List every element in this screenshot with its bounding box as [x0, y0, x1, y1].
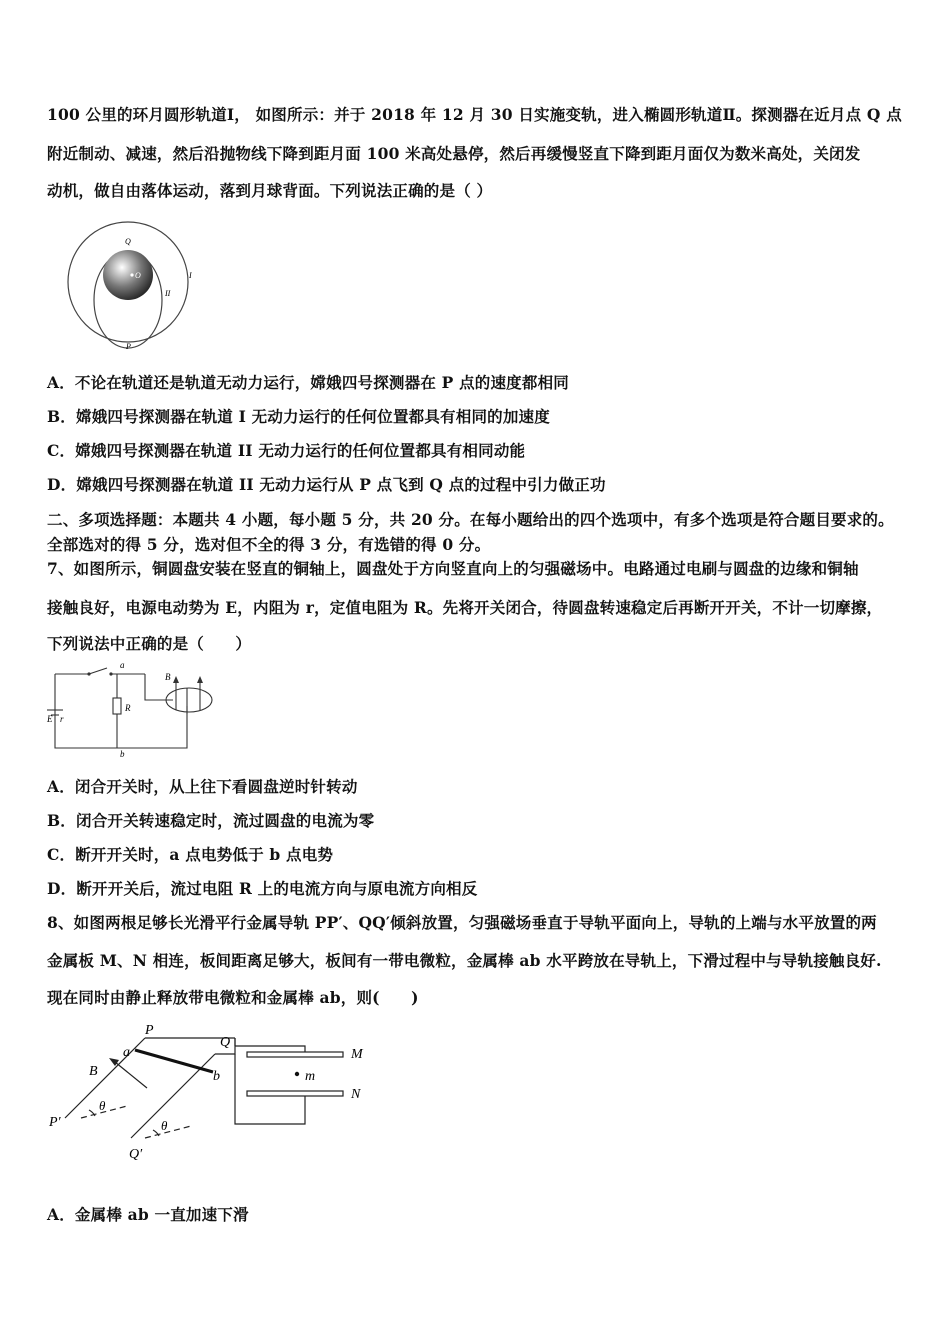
label-m: m [305, 1069, 316, 1084]
moon [103, 250, 153, 300]
label-b: b [120, 749, 125, 759]
label-B: B [89, 1064, 98, 1079]
label-o: O [135, 271, 141, 280]
section2-line-2: 全部选对的得 5 分，选对但不全的得 3 分，有选错的得 0 分。 [47, 535, 491, 554]
label-a: a [123, 1045, 130, 1060]
q8-stem-line-3: 现在同时由静止释放带电微粒和金属棒 ab，则( ) [47, 988, 419, 1007]
q7-option-d: D．断开开关后，流过电阻 R 上的电流方向与原电流方向相反 [47, 879, 478, 898]
q6-orbit-figure [62, 218, 202, 352]
label-B: B [165, 672, 171, 682]
label-Q-prime: Q′ [129, 1147, 143, 1162]
q6-option-a: A．不论在轨道还是轨道无动力运行，嫦娥四号探测器在 P 点的速度都相同 [47, 373, 569, 392]
label-theta-1: θ [99, 1098, 106, 1113]
label-Q: Q [220, 1035, 231, 1050]
q8-rails-figure [45, 1018, 385, 1166]
label-P-prime: P′ [49, 1115, 61, 1130]
label-theta-2: θ [161, 1118, 168, 1133]
section2-line-1: 二、多项选择题：本题共 4 小题，每小题 5 分，共 20 分。在每小题给出的四个选项中，有多个选项是符合题目要求的。 [47, 510, 894, 529]
q6-option-b: B．嫦娥四号探测器在轨道 I 无动力运行的任何位置都具有相同的加速度 [47, 407, 550, 426]
label-P: P [145, 1023, 154, 1038]
label-E: E [47, 714, 53, 724]
q7-option-a: A．闭合开关时，从上往下看圆盘逆时针转动 [47, 777, 358, 796]
label-N: N [351, 1087, 361, 1102]
q8-option-a: A．金属棒 ab 一直加速下滑 [47, 1205, 249, 1224]
q6-stem-line-2: 附近制动、减速，然后沿抛物线下降到距月面 100 米高处悬停，然后再缓慢竖直下降到距月面仅为数米高处，关闭发 [47, 144, 861, 163]
q7-circuit-figure [45, 658, 225, 760]
q6-option-c: C．嫦娥四号探测器在轨道 II 无动力运行的任何位置都具有相同动能 [47, 441, 526, 460]
q6-option-d: D．嫦娥四号探测器在轨道 II 无动力运行从 P 点飞到 Q 点的过程中引力做正功 [47, 475, 606, 494]
q7-option-c: C．断开开关时，a 点电势低于 b 点电势 [47, 845, 334, 864]
q7-option-b: B．闭合开关转速稳定时，流过圆盘的电流为零 [47, 811, 375, 830]
label-a: a [120, 660, 125, 670]
label-M: M [351, 1047, 363, 1062]
label-R: R [125, 703, 131, 713]
q8-stem-line-2: 金属板 M、N 相连，板间距离足够大，板间有一带电微粒，金属棒 ab 水平跨放在导轨上，下滑过程中与导轨接触良好. [47, 951, 882, 970]
q7-stem-line-1: 7、如图所示，铜圆盘安装在竖直的铜轴上，圆盘处于方向竖直向上的匀强磁场中。电路通过电刷与圆盘的边缘和铜轴 [47, 559, 859, 578]
label-q: Q [125, 237, 131, 246]
q7-stem-line-3: 下列说法中正确的是（ ） [47, 634, 252, 653]
label-i: I [189, 271, 192, 280]
label-r: r [60, 714, 64, 724]
q6-stem-line-3: 动机，做自由落体运动，落到月球背面。下列说法正确的是（ ） [47, 181, 493, 200]
label-ii: II [165, 289, 171, 298]
label-b: b [213, 1069, 220, 1084]
q8-stem-line-1: 8、如图两根足够长光滑平行金属导轨 PP′、QQ′倾斜放置，匀强磁场垂直于导轨平面向上，导轨的上端与水平放置的两 [47, 913, 877, 932]
label-p: P [126, 342, 131, 351]
q6-stem-line-1: 100 公里的环月圆形轨道Ⅰ， 如图所示：并于 2018 年 12 月 30 日实施变轨，进入椭圆形轨道Ⅱ。探测器在近月点 Q 点 [47, 105, 902, 124]
q7-stem-line-2: 接触良好，电源电动势为 E，内阻为 r，定值电阻为 R。先将开关闭合，待圆盘转速稳定后再断开开关，不计一切摩擦， [47, 598, 883, 617]
